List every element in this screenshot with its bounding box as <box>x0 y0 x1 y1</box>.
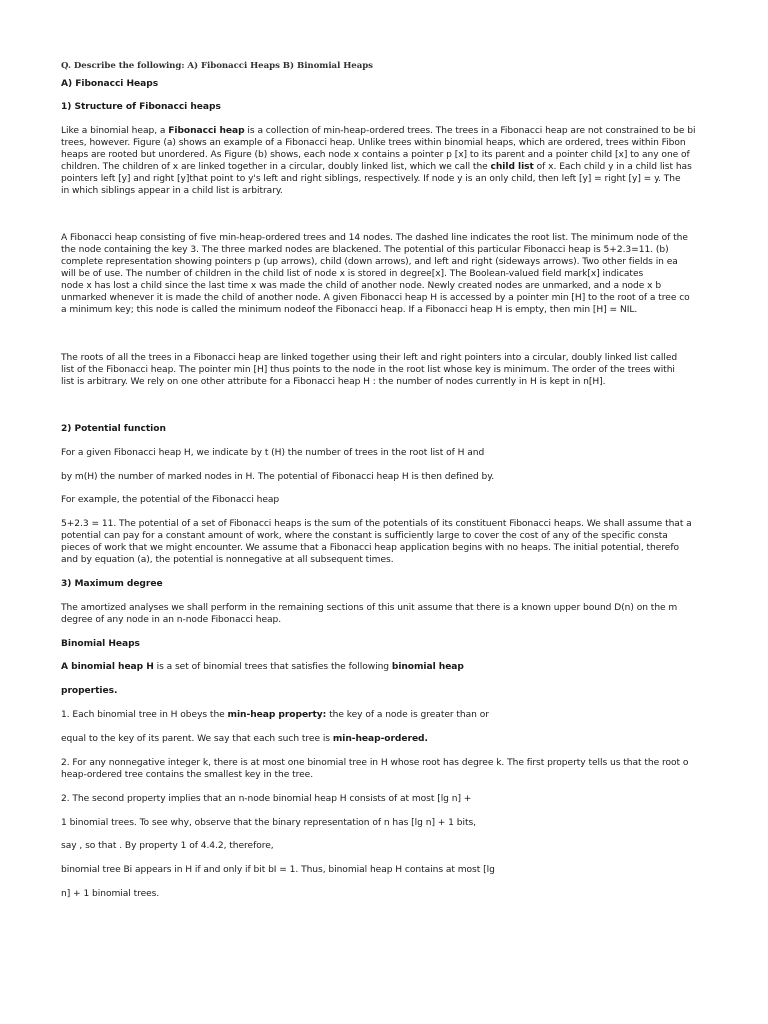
binomial-trees-line: say , so that . By property 1 of 4.4.2, therefore, <box>61 841 274 851</box>
max-degree-heading: 3) Maximum degree <box>61 579 163 589</box>
potential-line: For example, the potential of the Fibonacci heap <box>61 495 280 505</box>
para3-line: The roots of all the trees in a Fibonacci heap are linked together using their left and right pointers into a circular, doubly linked list called <box>61 353 678 363</box>
property-1-cont: equal to the key of its parent. We say that each such tree is min-heap-ordered. <box>61 734 428 744</box>
second-property-line: 2. The second property implies that an n-node binomial heap H consists of at most [lg n] + <box>61 794 472 804</box>
para1-line: in which siblings appear in a child list is arbitrary. <box>61 186 283 196</box>
potential-para-line: and by equation (a), the potential is nonnegative at all subsequent times. <box>61 555 394 565</box>
para3-line: list of the Fibonacci heap. The pointer min [H] thus points to the node in the root list whose key is minimum. The order of the trees withi <box>61 365 675 375</box>
question-line: Q. Describe the following: A) Fibonacci Heaps B) Binomial Heaps <box>61 61 373 71</box>
para1-line: Like a binomial heap, a Fibonacci heap is a collection of min-heap-ordered trees. The trees in a Fibonacci heap are not constrained to be bi <box>61 126 696 136</box>
para3-line: list is arbitrary. We rely on one other attribute for a Fibonacci heap H : the number of nodes currently in H is kept in n[H]. <box>61 377 606 387</box>
binomial-trees-line: n] + 1 binomial trees. <box>61 889 160 899</box>
property-2-line: heap-ordered tree contains the smallest key in the tree. <box>61 770 314 780</box>
para2-line: unmarked whenever it is made the child of another node. A given Fibonacci heap H is accessed by a pointer min [H] to the root of a tree co <box>61 293 690 303</box>
max-degree-line: The amortized analyses we shall perform in the remaining sections of this unit assume that there is a known upper bound D(n) on the m <box>61 603 678 613</box>
binomial-heading: Binomial Heaps <box>61 639 140 649</box>
potential-para-line: pieces of work that we might encounter. We assume that a Fibonacci heap application begins with no heaps. The initial potential, therefo <box>61 543 680 553</box>
max-degree-line: degree of any node in an n-node Fibonacci heap. <box>61 615 282 625</box>
potential-heading: 2) Potential function <box>61 424 166 434</box>
para2-line: A Fibonacci heap consisting of five min-heap-ordered trees and 14 nodes. The dashed line indicates the root list. The minimum node of the <box>61 233 688 243</box>
para2-line: will be of use. The number of children in the child list of node x is stored in degree[x]. The Boolean-valued field mark[x] indicates <box>61 269 644 279</box>
section-a-title: A) Fibonacci Heaps <box>61 79 159 89</box>
para1-line: trees, however. Figure (a) shows an example of a Fibonacci heap. Unlike trees within binomial heaps, which are ordered, trees within Fibon <box>61 138 686 148</box>
para1-line: children. The children of x are linked together in a circular, doubly linked list, which we call the child list of x. Each child y in a child list has <box>61 162 692 172</box>
para2-line: a minimum key; this node is called the minimum nodeof the Fibonacci heap. If a Fibonacci heap H is empty, then min [H] = NIL. <box>61 305 638 315</box>
binomial-trees-line: binomial tree Bi appears in H if and only if bit bI = 1. Thus, binomial heap H contains at most [lg <box>61 865 495 875</box>
property-2-line: 2. For any nonnegative integer k, there is at most one binomial tree in H whose root has degree k. The first property tells us that the root o <box>61 758 689 768</box>
potential-para-line: 5+2.3 = 11. The potential of a set of Fibonacci heaps is the sum of the potentials of its constituent Fibonacci heaps. We shall assume that a <box>61 519 692 529</box>
potential-line: For a given Fibonacci heap H, we indicate by t (H) the number of trees in the root list of H and <box>61 448 485 458</box>
binomial-trees-line: 1 binomial trees. To see why, observe that the binary representation of n has [lg n] + 1 bits, <box>61 818 477 828</box>
potential-para-line: potential can pay for a constant amount of work, where the constant is sufficiently large to cover the cost of any of the specific consta <box>61 531 668 541</box>
para2-line: complete representation showing pointers p (up arrows), child (down arrows), and left and right (sideways arrows). Two other fields in ea <box>61 257 678 267</box>
binomial-definition: A binomial heap H is a set of binomial trees that satisfies the following binomial heap <box>61 662 464 672</box>
para2-line: node x has lost a child since the last time x was made the child of another node. Newly created nodes are unmarked, and a node x b <box>61 281 662 291</box>
para2-line: the node containing the key 3. The three marked nodes are blackened. The potential of this particular Fibonacci heap is 5+2.3=11. (b) <box>61 245 669 255</box>
structure-heading: 1) Structure of Fibonacci heaps <box>61 102 221 112</box>
para1-line: heaps are rooted but unordered. As Figure (b) shows, each node x contains a pointer p [x] to its parent and a pointer child [x] to any one of <box>61 150 690 160</box>
para1-line: pointers left [y] and right [y]that point to y's left and right siblings, respectively. If node y is an only child, then left [y] = right [y] = y. The <box>61 174 681 184</box>
potential-line: by m(H) the number of marked nodes in H. The potential of Fibonacci heap H is then defined by. <box>61 472 495 482</box>
property-1: 1. Each binomial tree in H obeys the min-heap property: the key of a node is greater than or <box>61 710 489 720</box>
properties-label: properties. <box>61 686 118 696</box>
